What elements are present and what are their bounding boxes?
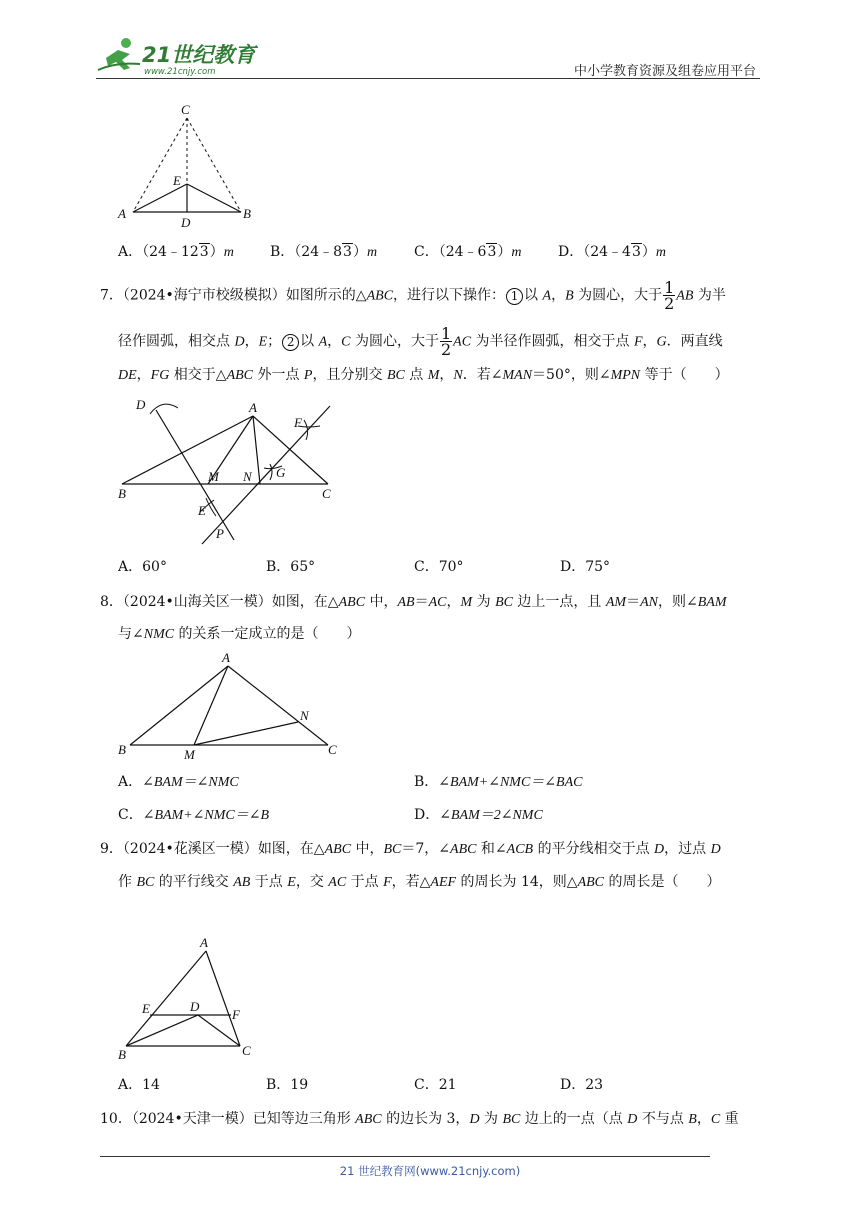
q6-label-a: A — [118, 206, 126, 221]
question-number: 7． — [100, 287, 123, 304]
q9-label-f: F — [232, 1007, 240, 1022]
q7-option-d[interactable]: D．75° — [560, 559, 611, 575]
q8-label-m: M — [184, 747, 195, 760]
q9-option-d[interactable]: D．23 — [560, 1077, 604, 1093]
q7-label-p: P — [216, 526, 224, 541]
q7-option-a[interactable]: A．60° — [118, 559, 167, 575]
q6-option-b[interactable] — [270, 242, 377, 263]
question-number: 10． — [100, 1111, 132, 1127]
q8-option-a[interactable]: A．∠BAM＝∠NMC — [118, 774, 239, 790]
footer-link[interactable]: 21 世纪教育网(www.21cnjy.com) — [339, 1164, 521, 1178]
q8-label-a: A — [222, 650, 230, 665]
q7-figure — [110, 392, 350, 552]
q6-label-c: C — [181, 102, 190, 117]
q7-label-a: A — [249, 400, 257, 415]
q7-label-n: N — [243, 469, 252, 484]
q7-line-1: 7．（2024•海宁市校级模拟）如图所示的△ABC，进行以下操作： 1 以 A，B 为圆心，大于 $\frac{1}{2}$ AB 为半 — [100, 278, 726, 313]
option-unit: m — [511, 245, 522, 260]
q6-option-a[interactable] — [118, 242, 234, 263]
q8-label-c: C — [328, 742, 337, 757]
site-logo[interactable] — [96, 36, 266, 80]
q7-label-d: D — [136, 397, 146, 412]
circled-one-icon: 1 — [506, 288, 523, 305]
option-letter: A． — [118, 244, 143, 260]
runner-logo-icon — [96, 36, 266, 80]
radicand: 3 — [199, 244, 209, 260]
q9-label-e: E — [142, 1001, 150, 1016]
q6-label-d: D — [181, 215, 191, 230]
q9-option-c[interactable]: C．21 — [414, 1077, 457, 1093]
option-text: （24﹣4 — [583, 244, 631, 260]
option-text: ） — [209, 244, 224, 260]
header-divider — [96, 78, 760, 79]
q8-line-1: 8．（2024•山海关区一模）如图，在△ABC 中，AB＝AC，M 为 BC 边上一点，且 AM＝AN，则∠BAM — [100, 594, 727, 610]
radicand: 3 — [343, 244, 352, 260]
logo-url: www.21cnjy.com — [144, 67, 216, 77]
radicand: 3 — [631, 244, 641, 260]
footer-divider — [100, 1156, 710, 1157]
option-text: ） — [641, 244, 656, 260]
question-source: （2024•花溪区一模） — [122, 841, 258, 857]
q8-line-2: 与∠NMC 的关系一定成立的是（ ） — [118, 626, 361, 642]
q9-label-b: B — [118, 1047, 126, 1062]
fraction-one-half: $\frac{1}{2}$ — [664, 278, 675, 313]
q7-label-m: M — [208, 469, 219, 484]
q9-option-b[interactable]: B．19 — [266, 1077, 309, 1093]
q9-label-c: C — [242, 1043, 251, 1058]
q8-option-d[interactable]: D．∠BAM＝2∠NMC — [414, 807, 543, 823]
q7-line-2: 径作圆弧，相交点 D，E； 2 以 A，C 为圆心，大于 $\frac{1}{2}$ AC 为半径作圆弧，相交于点 F，G．两直线 — [118, 324, 723, 359]
q8-figure — [112, 648, 352, 760]
q9-option-a[interactable]: A．14 — [118, 1077, 160, 1093]
option-text: （24﹣12 — [142, 244, 199, 260]
q9-label-a: A — [200, 935, 208, 950]
question-number: 9． — [100, 841, 123, 857]
question-source: （2024•山海关区一模） — [122, 594, 272, 610]
option-letter: B． — [270, 244, 295, 260]
option-text: ） — [497, 244, 512, 260]
logo-title: 21世纪教育 — [142, 43, 256, 67]
radicand: 3 — [487, 244, 497, 260]
q6-label-b: B — [243, 206, 251, 221]
option-text: ） — [352, 244, 367, 260]
option-unit: m — [366, 245, 378, 260]
q7-option-b[interactable]: B．65° — [266, 559, 316, 575]
q7-label-c: C — [322, 486, 331, 501]
q6-label-e: E — [173, 173, 181, 188]
q7-label-b: B — [118, 486, 126, 501]
q7-option-c[interactable]: C．70° — [414, 559, 464, 575]
q7-label-g: G — [276, 465, 286, 480]
q8-option-b[interactable]: B．∠BAM+∠NMC＝∠BAC — [414, 774, 583, 790]
question-source: （2024•天津一模） — [131, 1111, 253, 1127]
circled-two-icon: 2 — [282, 334, 299, 351]
q9-figure — [110, 935, 260, 1065]
q6-option-d[interactable] — [558, 242, 666, 263]
option-unit: m — [223, 245, 234, 260]
fraction-one-half: $\frac{1}{2}$ — [440, 324, 452, 359]
option-text: （24﹣6 — [438, 244, 487, 260]
q7-label-f: F — [294, 415, 302, 430]
question-source: （2024•海宁市校级模拟） — [122, 287, 286, 304]
q9-line-2: 作 BC 的平行线交 AB 于点 E，交 AC 于点 F，若△AEF 的周长为 14，则△ABC 的周长是（ ） — [118, 874, 721, 890]
option-letter: C． — [414, 244, 439, 260]
q9-line-1: 9．（2024•花溪区一模）如图，在△ABC 中，BC＝7，∠ABC 和∠ACB 的平分线相交于点 D，过点 D — [100, 841, 721, 857]
q8-label-n: N — [300, 708, 309, 723]
option-text: （24﹣8 — [294, 244, 343, 260]
q10-line-1: 10．（2024•天津一模）已知等边三角形 ABC 的边长为 3，D 为 BC 边上的一点（点 D 不与点 B，C 重 — [100, 1111, 739, 1127]
question-number: 8． — [100, 594, 123, 610]
q7-line-3: DE，FG 相交于△ABC 外一点 P，且分别交 BC 点 M，N．若∠MAN＝50°，则∠MPN 等于（ ） — [118, 367, 729, 383]
option-letter: D． — [558, 244, 584, 260]
header-platform-name: 中小学教育资源及组卷应用平台 — [573, 64, 756, 79]
option-unit: m — [655, 245, 667, 260]
q9-label-d: D — [190, 999, 200, 1014]
q8-option-c[interactable]: C．∠BAM+∠NMC＝∠B — [118, 807, 270, 823]
q8-label-b: B — [118, 742, 126, 757]
q6-option-c[interactable] — [414, 242, 522, 263]
q6-figure — [115, 100, 265, 235]
q7-label-e: E — [198, 503, 206, 518]
